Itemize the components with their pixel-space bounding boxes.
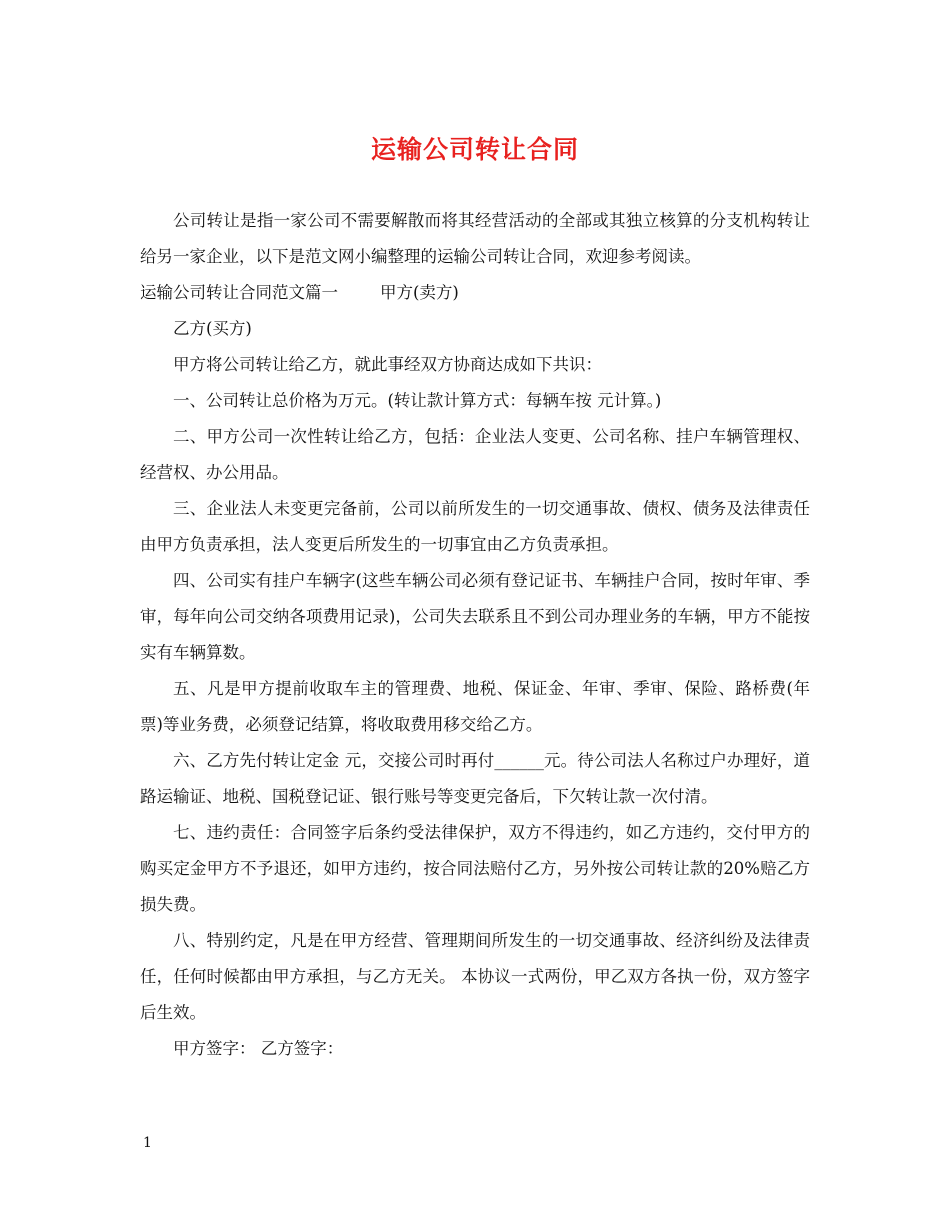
section-heading-line (140, 275, 810, 311)
clause-3: 三、企业法人未变更完备前，公司以前所发生的一切交通事故、债权、债务及法律责任由甲方负责承担，法人变更后所发生的一切事宜由乙方负责承担。 (140, 499, 810, 554)
party-a-label: 甲方(卖方) (380, 283, 459, 302)
clause-1: 一、公司转让总价格为万元。(转让款计算方式：每辆车按 元计算。) (173, 391, 662, 410)
signature-line: 甲方签字： 乙方签字： (173, 1039, 344, 1058)
clause-7: 七、违约责任：合同签字后条约受法律保护，双方不得违约，如乙方违约，交付甲方的购买定金甲方不予退还，如甲方违约，按合同法赔付乙方，另外按公司转让款的20%赔乙方损失费。 (140, 823, 810, 914)
clause-8: 八、特别约定，凡是在甲方经营、管理期间所发生的一切交通事故、经济纠纷及法律责任，任何时候都由甲方承担，与乙方无关。 本协议一式两份，甲乙双方各执一份，双方签字后生效。 (140, 931, 810, 1022)
page-number: 1 (143, 1135, 152, 1151)
clause-5: 五、凡是甲方提前收取车主的管理费、地税、保证金、年审、季审、保险、路桥费(年票)等业务费，必须登记结算，将收取费用移交给乙方。 (140, 679, 810, 734)
section-heading: 运输公司转让合同范文篇一 (140, 283, 338, 302)
document-body (140, 203, 810, 1067)
intro-paragraph: 公司转让是指一家公司不需要解散而将其经营活动的全部或其独立核算的分支机构转让给另一家企业，以下是范文网小编整理的运输公司转让合同，欢迎参考阅读。 (140, 211, 810, 266)
party-b-label: 乙方(买方) (173, 319, 252, 338)
clause-2: 二、甲方公司一次性转让给乙方，包括：企业法人变更、公司名称、挂户车辆管理权、经营权、办公用品。 (140, 427, 810, 482)
agreement-intro: 甲方将公司转让给乙方，就此事经双方协商达成如下共识： (173, 355, 602, 374)
clause-4: 四、公司实有挂户车辆字(这些车辆公司必须有登记证书、车辆挂户合同，按时年审、季审，每年向公司交纳各项费用记录)，公司失去联系且不到公司办理业务的车辆，甲方不能按实有车辆算数。 (140, 571, 810, 662)
document-title: 运输公司转让合同 (370, 135, 579, 164)
clause-6: 六、乙方先付转让定金 元，交接公司时再付______元。待公司法人名称过户办理好，道路运输证、地税、国税登记证、银行账号等变更完备后，下欠转让款一次付清。 (140, 751, 810, 806)
